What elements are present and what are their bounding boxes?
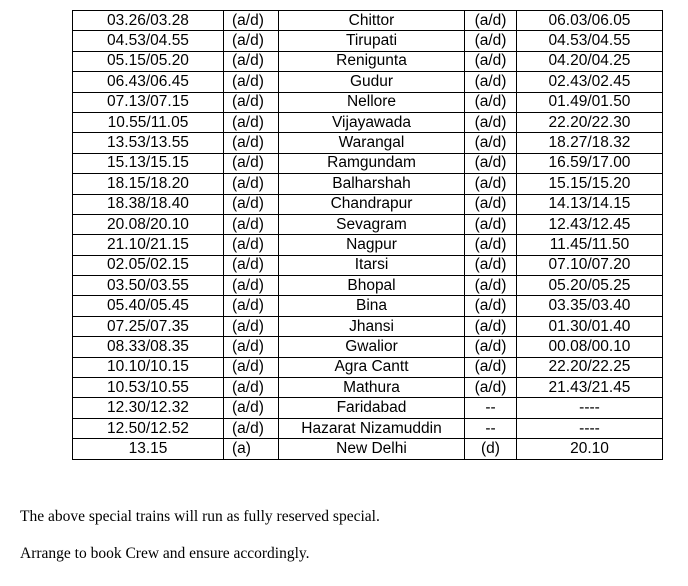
station-name-cell: Ramgundam bbox=[279, 153, 465, 173]
station-name-cell: Renigunta bbox=[279, 51, 465, 71]
table-row bbox=[73, 194, 663, 214]
station-name-cell: Itarsi bbox=[279, 255, 465, 275]
table-row bbox=[73, 255, 663, 275]
table-row bbox=[73, 357, 663, 377]
time-right-cell: 20.10 bbox=[517, 439, 663, 459]
time-left-cell: 06.43/06.45 bbox=[73, 72, 224, 92]
table-row bbox=[73, 31, 663, 51]
arrival-departure-mark-right: (a/d) bbox=[465, 194, 517, 214]
time-right-cell: ---- bbox=[517, 418, 663, 438]
arrival-departure-mark-left: (a) bbox=[224, 439, 279, 459]
time-right-cell: 06.03/06.05 bbox=[517, 11, 663, 31]
arrival-departure-mark-right: (a/d) bbox=[465, 112, 517, 132]
arrival-departure-mark-right: (a/d) bbox=[465, 276, 517, 296]
time-left-cell: 10.10/10.15 bbox=[73, 357, 224, 377]
time-left-cell: 10.55/11.05 bbox=[73, 112, 224, 132]
arrival-departure-mark-left: (a/d) bbox=[224, 337, 279, 357]
table-row bbox=[73, 11, 663, 31]
time-left-cell: 18.38/18.40 bbox=[73, 194, 224, 214]
station-name-cell: Jhansi bbox=[279, 316, 465, 336]
time-right-cell: 18.27/18.32 bbox=[517, 133, 663, 153]
table-row bbox=[73, 214, 663, 234]
station-name-cell: Bhopal bbox=[279, 276, 465, 296]
arrival-departure-mark-left: (a/d) bbox=[224, 31, 279, 51]
arrival-departure-mark-left: (a/d) bbox=[224, 133, 279, 153]
table-row bbox=[73, 133, 663, 153]
time-right-cell: ---- bbox=[517, 398, 663, 418]
table-row bbox=[73, 316, 663, 336]
table-row bbox=[73, 276, 663, 296]
arrival-departure-mark-left: (a/d) bbox=[224, 276, 279, 296]
table-row bbox=[73, 337, 663, 357]
table-row bbox=[73, 153, 663, 173]
station-name-cell: Agra Cantt bbox=[279, 357, 465, 377]
arrival-departure-mark-left: (a/d) bbox=[224, 153, 279, 173]
note-book-crew: Arrange to book Crew and ensure accordingly. bbox=[20, 545, 310, 562]
station-name-cell: Chandrapur bbox=[279, 194, 465, 214]
time-left-cell: 13.15 bbox=[73, 439, 224, 459]
station-name-cell: Nagpur bbox=[279, 235, 465, 255]
time-left-cell: 07.13/07.15 bbox=[73, 92, 224, 112]
station-name-cell: Gwalior bbox=[279, 337, 465, 357]
table-row bbox=[73, 174, 663, 194]
station-name-cell: Nellore bbox=[279, 92, 465, 112]
time-left-cell: 13.53/13.55 bbox=[73, 133, 224, 153]
arrival-departure-mark-right: (a/d) bbox=[465, 72, 517, 92]
time-right-cell: 04.20/04.25 bbox=[517, 51, 663, 71]
station-name-cell: Vijayawada bbox=[279, 112, 465, 132]
arrival-departure-mark-left: (a/d) bbox=[224, 378, 279, 398]
time-left-cell: 05.40/05.45 bbox=[73, 296, 224, 316]
arrival-departure-mark-left: (a/d) bbox=[224, 92, 279, 112]
table-row bbox=[73, 112, 663, 132]
arrival-departure-mark-left: (a/d) bbox=[224, 255, 279, 275]
arrival-departure-mark-left: (a/d) bbox=[224, 72, 279, 92]
time-left-cell: 18.15/18.20 bbox=[73, 174, 224, 194]
time-right-cell: 22.20/22.30 bbox=[517, 112, 663, 132]
table-row bbox=[73, 72, 663, 92]
arrival-departure-mark-right: (a/d) bbox=[465, 378, 517, 398]
arrival-departure-mark-right: (a/d) bbox=[465, 337, 517, 357]
time-right-cell: 15.15/15.20 bbox=[517, 174, 663, 194]
time-right-cell: 14.13/14.15 bbox=[517, 194, 663, 214]
time-left-cell: 21.10/21.15 bbox=[73, 235, 224, 255]
arrival-departure-mark-right: (a/d) bbox=[465, 174, 517, 194]
time-left-cell: 20.08/20.10 bbox=[73, 214, 224, 234]
station-name-cell: Warangal bbox=[279, 133, 465, 153]
arrival-departure-mark-right: (a/d) bbox=[465, 255, 517, 275]
arrival-departure-mark-right: (a/d) bbox=[465, 11, 517, 31]
station-name-cell: Hazarat Nizamuddin bbox=[279, 418, 465, 438]
arrival-departure-mark-right: (a/d) bbox=[465, 235, 517, 255]
arrival-departure-mark-left: (a/d) bbox=[224, 316, 279, 336]
time-right-cell: 04.53/04.55 bbox=[517, 31, 663, 51]
station-name-cell: Mathura bbox=[279, 378, 465, 398]
time-right-cell: 01.49/01.50 bbox=[517, 92, 663, 112]
station-name-cell: Balharshah bbox=[279, 174, 465, 194]
station-name-cell: Tirupati bbox=[279, 31, 465, 51]
arrival-departure-mark-left: (a/d) bbox=[224, 214, 279, 234]
timetable-body bbox=[73, 11, 663, 460]
arrival-departure-mark-left: (a/d) bbox=[224, 11, 279, 31]
train-timetable bbox=[72, 10, 663, 460]
station-name-cell: New Delhi bbox=[279, 439, 465, 459]
arrival-departure-mark-left: (a/d) bbox=[224, 398, 279, 418]
station-name-cell: Gudur bbox=[279, 72, 465, 92]
table-row bbox=[73, 92, 663, 112]
time-left-cell: 12.50/12.52 bbox=[73, 418, 224, 438]
arrival-departure-mark-left: (a/d) bbox=[224, 194, 279, 214]
arrival-departure-mark-right: (a/d) bbox=[465, 31, 517, 51]
table-row bbox=[73, 296, 663, 316]
time-right-cell: 01.30/01.40 bbox=[517, 316, 663, 336]
arrival-departure-mark-right: -- bbox=[465, 418, 517, 438]
time-left-cell: 03.50/03.55 bbox=[73, 276, 224, 296]
arrival-departure-mark-left: (a/d) bbox=[224, 174, 279, 194]
table-row bbox=[73, 418, 663, 438]
table-row bbox=[73, 378, 663, 398]
arrival-departure-mark-right: (a/d) bbox=[465, 153, 517, 173]
time-left-cell: 10.53/10.55 bbox=[73, 378, 224, 398]
time-right-cell: 22.20/22.25 bbox=[517, 357, 663, 377]
table-row bbox=[73, 439, 663, 459]
arrival-departure-mark-left: (a/d) bbox=[224, 418, 279, 438]
time-left-cell: 15.13/15.15 bbox=[73, 153, 224, 173]
arrival-departure-mark-right: (d) bbox=[465, 439, 517, 459]
time-right-cell: 07.10/07.20 bbox=[517, 255, 663, 275]
table-row bbox=[73, 235, 663, 255]
arrival-departure-mark-left: (a/d) bbox=[224, 112, 279, 132]
time-right-cell: 16.59/17.00 bbox=[517, 153, 663, 173]
time-right-cell: 02.43/02.45 bbox=[517, 72, 663, 92]
arrival-departure-mark-right: (a/d) bbox=[465, 214, 517, 234]
note-fully-reserved: The above special trains will run as fully reserved special. bbox=[20, 508, 380, 525]
time-left-cell: 12.30/12.32 bbox=[73, 398, 224, 418]
time-right-cell: 21.43/21.45 bbox=[517, 378, 663, 398]
time-left-cell: 07.25/07.35 bbox=[73, 316, 224, 336]
time-right-cell: 05.20/05.25 bbox=[517, 276, 663, 296]
table-row bbox=[73, 51, 663, 71]
station-name-cell: Bina bbox=[279, 296, 465, 316]
arrival-departure-mark-right: (a/d) bbox=[465, 92, 517, 112]
time-right-cell: 11.45/11.50 bbox=[517, 235, 663, 255]
time-left-cell: 04.53/04.55 bbox=[73, 31, 224, 51]
arrival-departure-mark-left: (a/d) bbox=[224, 357, 279, 377]
time-left-cell: 03.26/03.28 bbox=[73, 11, 224, 31]
table-row bbox=[73, 398, 663, 418]
station-name-cell: Chittor bbox=[279, 11, 465, 31]
time-right-cell: 12.43/12.45 bbox=[517, 214, 663, 234]
time-left-cell: 05.15/05.20 bbox=[73, 51, 224, 71]
arrival-departure-mark-right: (a/d) bbox=[465, 296, 517, 316]
arrival-departure-mark-right: (a/d) bbox=[465, 133, 517, 153]
arrival-departure-mark-left: (a/d) bbox=[224, 296, 279, 316]
time-left-cell: 02.05/02.15 bbox=[73, 255, 224, 275]
station-name-cell: Faridabad bbox=[279, 398, 465, 418]
arrival-departure-mark-right: (a/d) bbox=[465, 357, 517, 377]
arrival-departure-mark-left: (a/d) bbox=[224, 51, 279, 71]
time-left-cell: 08.33/08.35 bbox=[73, 337, 224, 357]
arrival-departure-mark-right: -- bbox=[465, 398, 517, 418]
arrival-departure-mark-left: (a/d) bbox=[224, 235, 279, 255]
arrival-departure-mark-right: (a/d) bbox=[465, 316, 517, 336]
station-name-cell: Sevagram bbox=[279, 214, 465, 234]
arrival-departure-mark-right: (a/d) bbox=[465, 51, 517, 71]
time-right-cell: 03.35/03.40 bbox=[517, 296, 663, 316]
time-right-cell: 00.08/00.10 bbox=[517, 337, 663, 357]
